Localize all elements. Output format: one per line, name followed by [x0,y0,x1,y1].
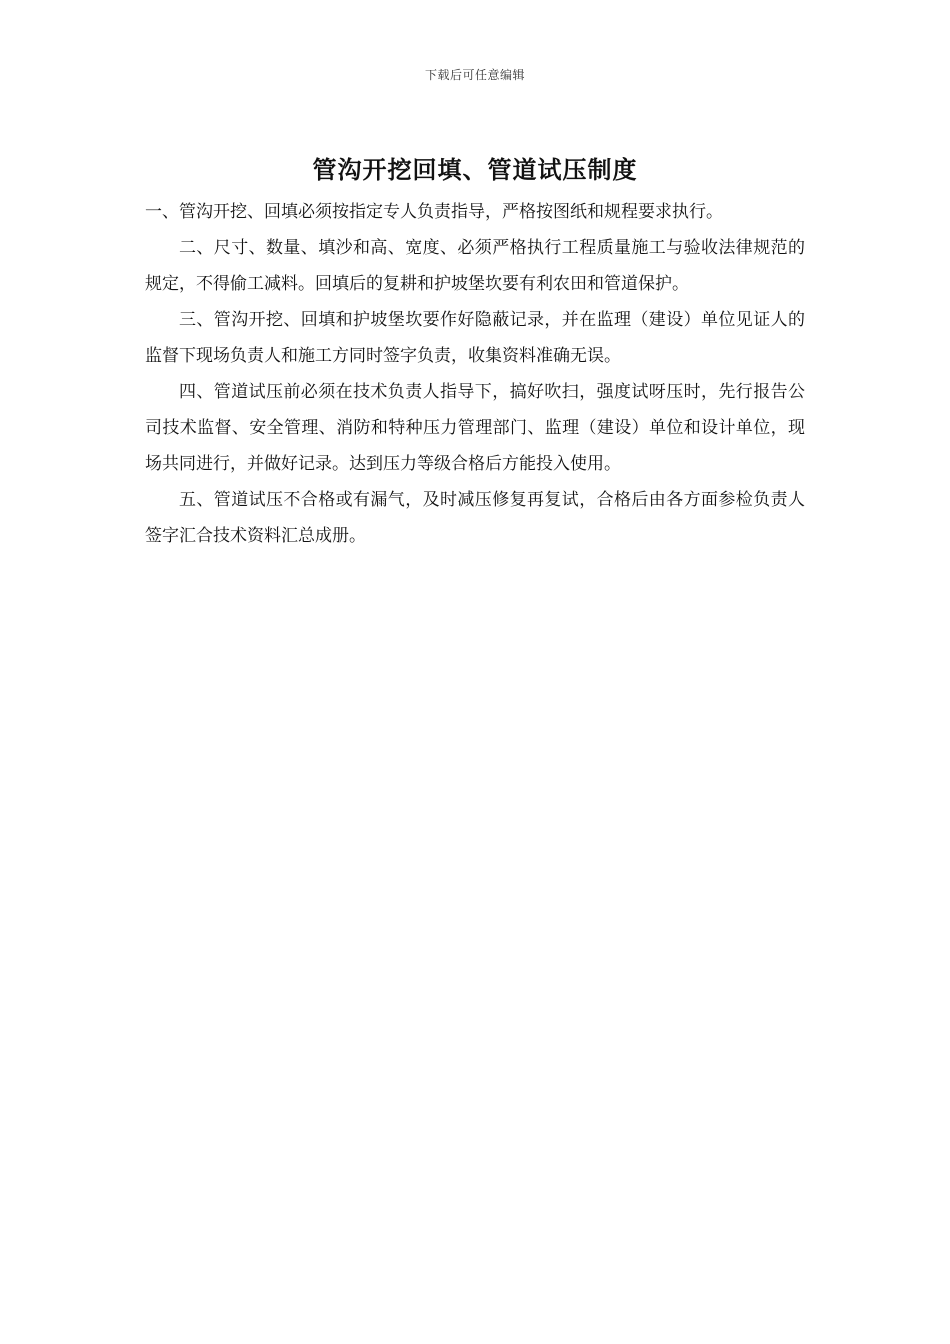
document-title: 管沟开挖回填、管道试压制度 [312,156,638,184]
paragraph-1: 一、管沟开挖、回填必须按指定专人负责指导，严格按图纸和规程要求执行。 [145,202,723,222]
paragraph-2: 二、尺寸、数量、填沙和高、宽度、必须严格执行工程质量施工与验收法律规范的规定，不得偷工减料。回填后的复耕和护坡堡坎要有利农田和管道保护。 [145,238,805,294]
paragraph-3: 三、管沟开挖、回填和护坡堡坎要作好隐蔽记录，并在监理（建设）单位见证人的监督下现场负责人和施工方同时签字负责，收集资料准确无误。 [145,310,805,366]
header-note: 下载后可任意编辑 [424,68,525,82]
paragraph-4: 四、管道试压前必须在技术负责人指导下，搞好吹扫，强度试呀压时，先行报告公司技术监督、安全管理、消防和特种压力管理部门、监理（建设）单位和设计单位，现场共同进行，并做好记录。达到压力等级合格后方能投入使用。 [145,382,805,474]
paragraph-5: 五、管道试压不合格或有漏气，及时减压修复再复试，合格后由各方面参检负责人签字汇合技术资料汇总成册。 [145,490,805,546]
document-body [145,194,805,554]
